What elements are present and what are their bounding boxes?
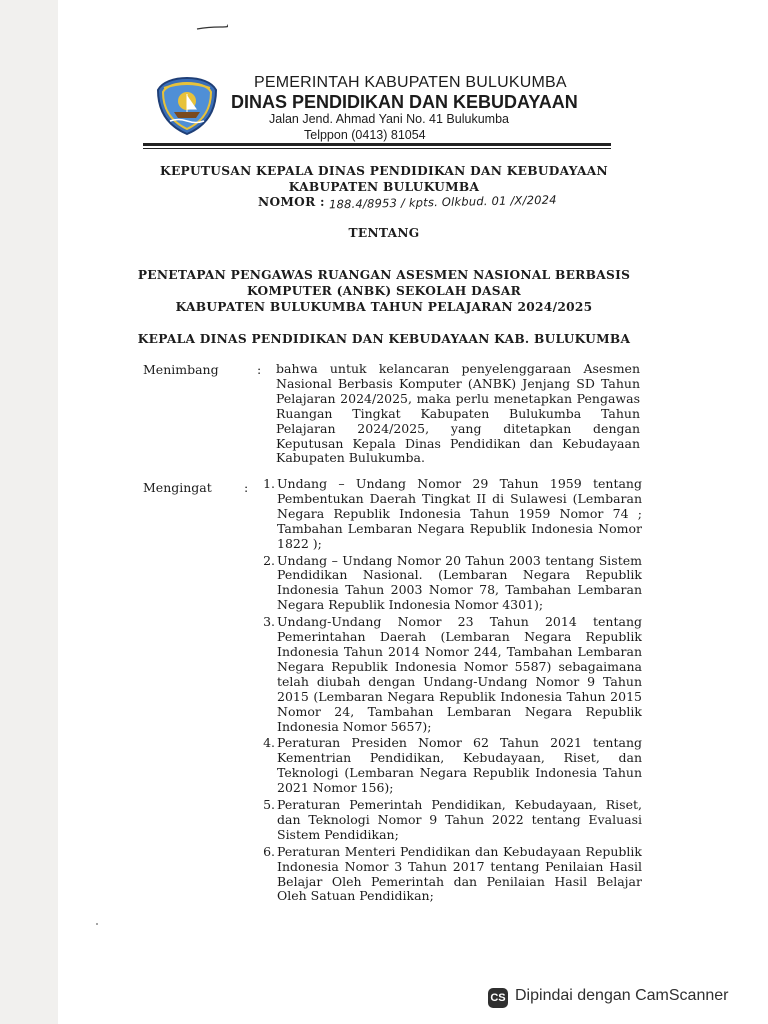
list-item-number: 1. — [263, 476, 275, 491]
scan-speck — [96, 923, 98, 925]
mengingat-label: Mengingat — [143, 480, 212, 495]
list-item — [250, 736, 642, 796]
letterhead-address: Jalan Jend. Ahmad Yani No. 41 Bulukumba — [269, 112, 509, 126]
subject-line3: KABUPATEN BULUKUMBA TAHUN PELAJARAN 2024/2025 — [175, 300, 593, 314]
camscanner-logo-icon: CS — [488, 988, 508, 1008]
subject-line1: PENETAPAN PENGAWAS RUANGAN ASESMEN NASIONAL BERBASIS — [137, 268, 631, 282]
letterhead-government: PEMERINTAH KABUPATEN BULUKUMBA — [254, 74, 567, 91]
bulukumba-emblem-icon — [156, 76, 218, 136]
decree-number — [258, 192, 558, 212]
menimbang-text: bahwa untuk kelancaran penyelenggaraan Asesmen Nasional Berbasis Komputer (ANBK) Jenjang SD Tahun Pelajaran 2024/2025, maka perlu menetapkan Pengawas Ruangan Tingkat Kabupaten Bulukumba Tahun Pelajaran 2024/2025, yang ditetapkan dengan Keputusan Kepala Dinas Pendidikan dan Kebudayaan Kabupaten Bulukumba. — [276, 361, 640, 466]
list-item — [250, 615, 642, 734]
pen-mark — [196, 22, 228, 32]
letterhead-phone: Telppon (0413) 81054 — [304, 128, 426, 142]
list-item-text: Peraturan Presiden Nomor 62 Tahun 2021 tentang Kementrian Pendidikan, Kebudayaan, Riset, dan Teknologi (Lembaran Negara Republik Indonesia Tahun 2021 Nomor 156); — [277, 735, 642, 796]
list-item-text: Peraturan Menteri Pendidikan dan Kebudayaan Republik Indonesia Nomor 3 Tahun 2017 tentang Penilaian Hasil Belajar Oleh Pemerintah dan Penilaian Hasil Belajar Oleh Satuan Pendidikan; — [277, 843, 642, 904]
mengingat-colon: : — [244, 480, 249, 495]
menimbang-colon: : — [257, 362, 262, 377]
list-item — [250, 798, 642, 843]
list-item-text: Undang – Undang Nomor 20 Tahun 2003 tentang Sistem Pendidikan Nasional. (Lembaran Negara Republik Indonesia Tahun 2003 Nomor 78, Tambahan Lembaran Negara Republik Indonesia Nomor 4301); — [277, 552, 642, 613]
authority-heading: KEPALA DINAS PENDIDIKAN DAN KEBUDAYAAN KAB. BULUKUMBA — [137, 332, 631, 346]
mengingat-list — [250, 477, 642, 904]
list-item-number: 4. — [263, 735, 275, 751]
list-item-number: 6. — [263, 843, 275, 859]
decree-number-handwritten: 188.4/8953 / kpts. Olkbud. 01 /X/2024 — [329, 192, 558, 212]
list-item-number: 5. — [263, 797, 275, 813]
letterhead-agency: DINAS PENDIDIKAN DAN KEBUDAYAAN — [231, 92, 578, 112]
list-item-text: Undang – Undang Nomor 29 Tahun 1959 tentang Pembentukan Daerah Tingkat II di Sulawesi (Lembaran Negara Republik Indonesia Tahun 1959 Nomor 74 ; Tambahan Lembaran Negara Republik Indonesia Nomor 1822 ); — [277, 476, 642, 551]
decree-number-label: NOMOR : — [258, 195, 330, 209]
decree-title-line2: KABUPATEN BULUKUMBA — [288, 180, 480, 194]
list-item-number: 3. — [263, 614, 275, 630]
subject-line2: KOMPUTER (ANBK) SEKOLAH DASAR — [246, 284, 522, 298]
letterhead-rule-thick — [143, 143, 611, 146]
list-item-text: Peraturan Pemerintah Pendidikan, Kebudayaan, Riset, dan Teknologi Nomor 9 Tahun 2022 tentang Evaluasi Sistem Pendidikan; — [277, 797, 642, 842]
menimbang-label: Menimbang — [143, 362, 219, 377]
list-item-text: Undang-Undang Nomor 23 Tahun 2014 tentang Pemerintahan Daerah (Lembaran Negara Republik Indonesia Tahun 2014 Nomor 244, Tambahan Lembaran Negara Republik Indonesia Nomor 5587) sebagaimana telah diubah dengan Undang-Undang Nomor 9 Tahun 2015 (Lembaran Negara Republik Indonesia Tahun 2015 Nomor 24, Tambahan Lembaran Negara Republik Indonesia Nomor 5657); — [277, 614, 642, 734]
list-item — [250, 554, 642, 614]
decree-title-line1: KEPUTUSAN KEPALA DINAS PENDIDIKAN DAN KEBUDAYAAN — [160, 164, 608, 178]
list-item — [250, 845, 642, 905]
list-item — [250, 477, 642, 552]
tentang-heading: TENTANG — [348, 226, 420, 240]
camscanner-watermark: Dipindai dengan CamScanner — [515, 987, 729, 1004]
letterhead-rule-thin — [143, 148, 611, 149]
list-item-number: 2. — [263, 552, 275, 568]
